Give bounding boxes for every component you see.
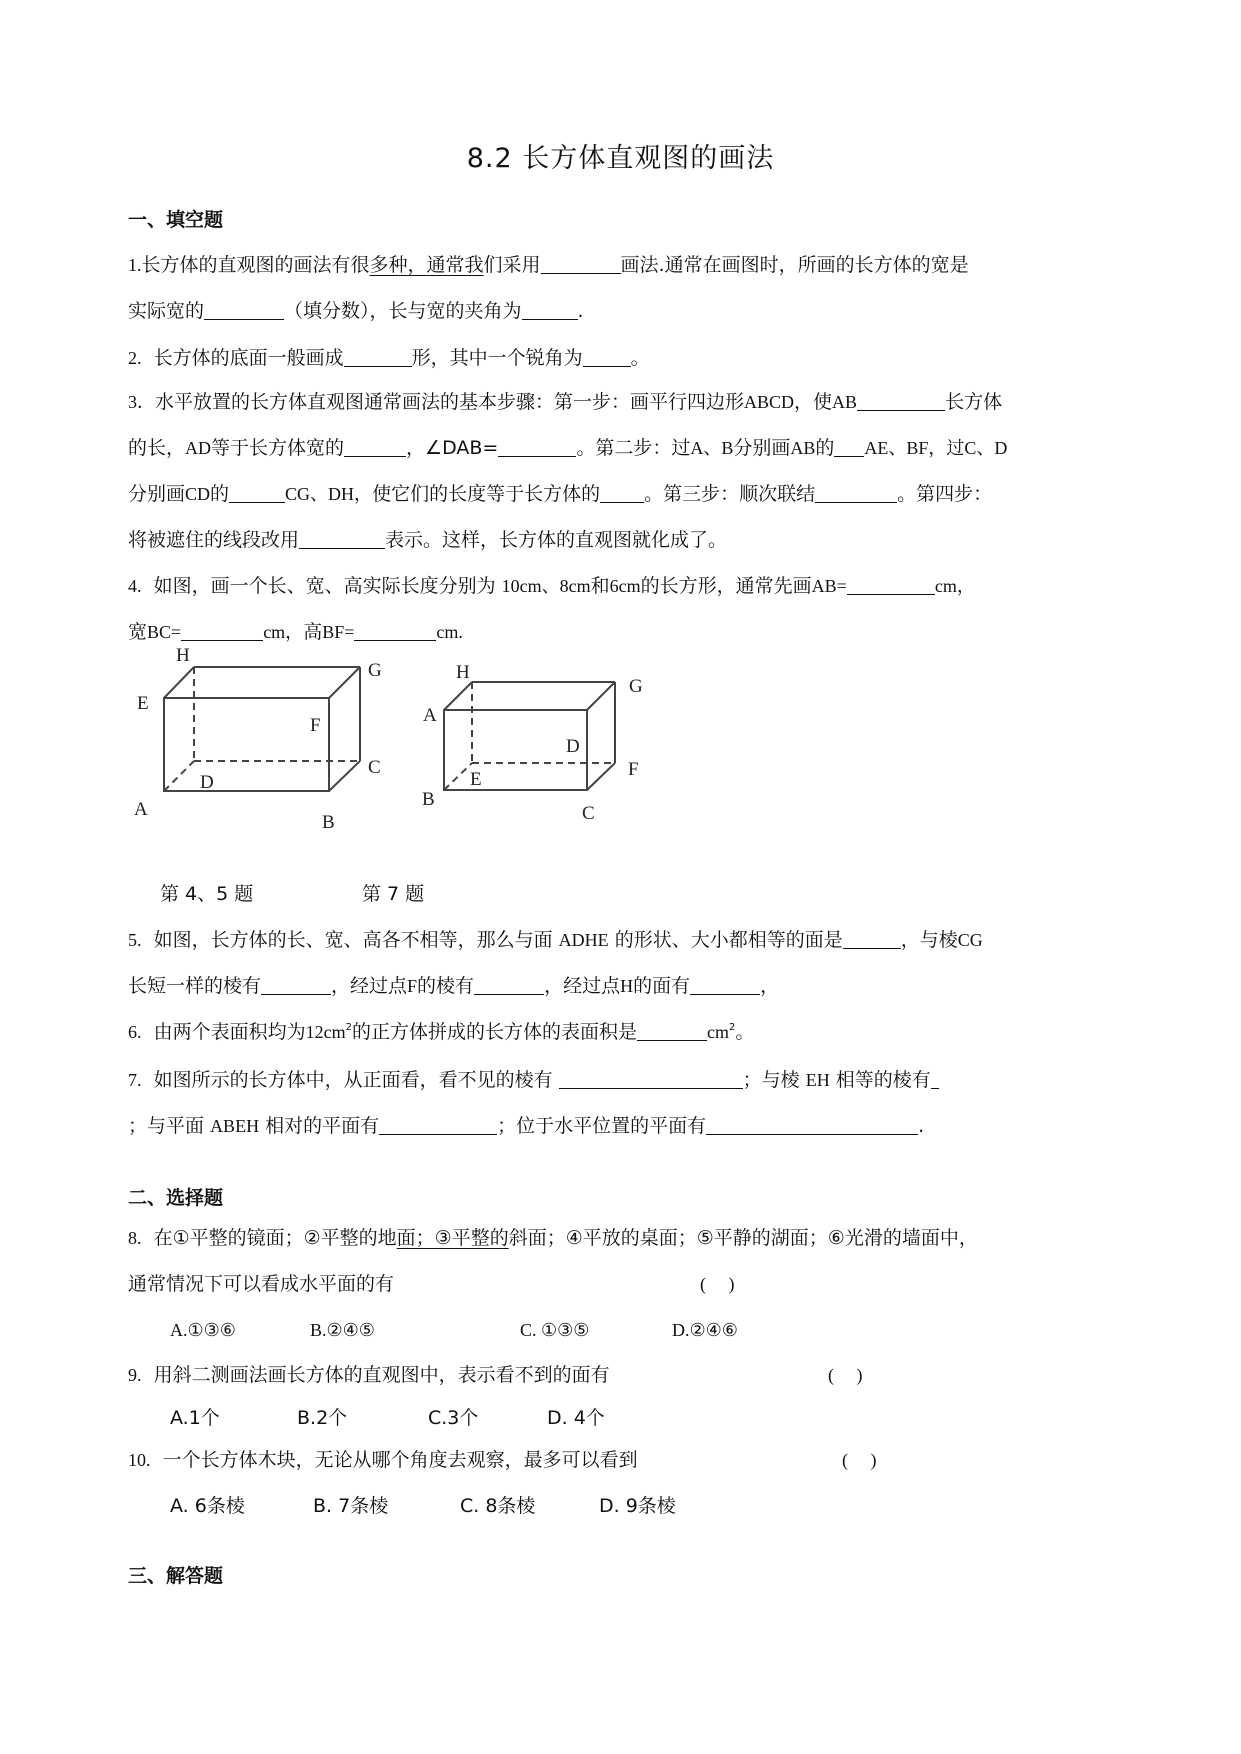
- question-2: [128, 344, 650, 372]
- q9-option-d[interactable]: D. 4个: [547, 1407, 605, 1429]
- q5-text: ，经过点: [331, 975, 408, 997]
- q3-text: 的: [815, 437, 835, 459]
- q8-text: 通常情况下可以看成水平面的有: [128, 1273, 395, 1295]
- q10-option-a[interactable]: A. 6条棱: [170, 1495, 245, 1517]
- q4-text: BC=: [147, 622, 182, 642]
- vertex-label-G: G: [368, 660, 382, 681]
- edge-AH: [444, 682, 472, 710]
- answer-blank[interactable]: [834, 436, 864, 457]
- superscript: 2: [729, 1022, 736, 1033]
- q6-text: 12cm: [305, 1022, 346, 1042]
- vertex-label-H: H: [176, 645, 190, 666]
- vertex-label-A: A: [423, 705, 437, 726]
- q10-option-d[interactable]: D. 9条棱: [599, 1495, 676, 1517]
- q9-option-b[interactable]: B.2个: [297, 1407, 348, 1429]
- vertex-label-D: D: [566, 736, 580, 757]
- q5-text: 如图，长方体的长、宽、高各不相等，那么与面: [153, 929, 553, 951]
- q5-text: CG: [957, 930, 983, 950]
- question-1-line-2: [128, 297, 584, 325]
- q8-option-a[interactable]: A.①③⑥: [170, 1320, 236, 1340]
- q10-text: 一个长方体木块，无论从哪个角度去观察，最多可以看到: [162, 1449, 638, 1471]
- answer-blank[interactable]: [522, 299, 578, 320]
- q3-text: C、D: [964, 438, 1008, 458]
- question-1-line-1: [128, 251, 969, 279]
- q6-text: 。: [735, 1021, 755, 1043]
- q3-number: 3．: [128, 392, 155, 412]
- vertex-label-F: F: [310, 715, 321, 736]
- answer-blank[interactable]: [857, 390, 945, 411]
- figure-caption-q4-5: 第 4、5 题: [160, 883, 254, 905]
- q1-text: 画法.通常在画图时，所画的长方体的宽是: [620, 254, 969, 276]
- q3-text: CG、DH，: [285, 484, 373, 504]
- question-5-line-1: [128, 926, 983, 954]
- edge-DG: [587, 682, 615, 710]
- q2-text: 。: [630, 347, 650, 369]
- q4-text: 如图，画一个长、宽、高实际长度分别为: [153, 575, 496, 597]
- edge-CF: [587, 763, 615, 790]
- q8-underlined-text: 面；③平整的: [396, 1227, 509, 1249]
- vertex-label-E: E: [470, 769, 482, 790]
- q3-text: ，使: [794, 391, 833, 413]
- q3-text: 长方体: [945, 391, 1003, 413]
- hidden-edge-BE: [444, 763, 472, 790]
- q9-option-a[interactable]: A.1个: [170, 1407, 220, 1429]
- q3-text: A、B: [690, 438, 734, 458]
- answer-blank[interactable]: [637, 1020, 707, 1041]
- q5-text: H: [620, 976, 634, 996]
- section-heading-multiple-choice: 二、选择题: [128, 1187, 224, 1209]
- q9-number: 9.: [128, 1365, 142, 1385]
- vertex-label-H: H: [456, 662, 470, 683]
- answer-blank[interactable]: [204, 299, 284, 320]
- question-4-line-1: [128, 572, 975, 600]
- q8-option-c[interactable]: C. ①③⑤: [520, 1320, 590, 1340]
- answer-blank[interactable]: [229, 482, 285, 503]
- q2-number: 2.: [128, 348, 142, 368]
- q10-options: [170, 1492, 676, 1520]
- q5-text: 长短一样的棱有: [128, 975, 262, 997]
- question-9: [128, 1361, 610, 1389]
- q7-text: 相对的平面有: [265, 1115, 380, 1137]
- q3-text: 。第二步：过: [576, 437, 691, 459]
- q3-text: AE、BF，过: [864, 438, 965, 458]
- q4-text: AB=: [811, 576, 847, 596]
- q4-text: cm，: [263, 622, 304, 642]
- question-5-line-2: [128, 972, 779, 1000]
- answer-blank[interactable]: [474, 974, 544, 995]
- q1-text: 长方体的直观图的画法有很: [141, 254, 370, 276]
- q8-options: [170, 1316, 738, 1344]
- edge-BC: [329, 761, 360, 791]
- q3-text: ，∠DAB=: [406, 437, 499, 459]
- q6-text: 由两个表面积均为: [153, 1021, 306, 1043]
- question-6: [128, 1018, 754, 1046]
- answer-blank[interactable]: [931, 1068, 939, 1089]
- q8-number: 8.: [128, 1228, 142, 1248]
- vertex-label-B: B: [322, 812, 335, 833]
- q3-text: AB: [832, 392, 858, 412]
- edge-FG: [329, 667, 360, 698]
- q5-text: 的面有: [633, 975, 691, 997]
- q3-text: 将被遮住的线段改用: [128, 529, 300, 551]
- q7-text: 相等的棱有: [835, 1069, 931, 1091]
- q7-text: EH: [805, 1070, 830, 1090]
- question-3-line-1: [128, 388, 1002, 416]
- q5-text: ，与棱: [900, 929, 958, 951]
- q1-underlined-text: 多种，通常我: [369, 254, 484, 276]
- q7-text: ；位于水平位置的平面有: [497, 1115, 707, 1137]
- q5-number: 5.: [128, 930, 142, 950]
- vertex-label-C: C: [368, 757, 381, 778]
- figure-caption-q7: 第 7 题: [362, 883, 425, 905]
- answer-blank[interactable]: [344, 346, 412, 367]
- q3-text: 的长，: [128, 437, 186, 459]
- q3-text: CD: [185, 484, 211, 504]
- q1-text: （填分数），长与宽的夹角为: [284, 300, 522, 322]
- vertex-label-G: G: [629, 676, 643, 697]
- q2-text: 长方体的底面一般画成: [153, 347, 344, 369]
- question-7-line-1: [128, 1066, 939, 1094]
- q8-option-b[interactable]: B.②④⑤: [310, 1320, 375, 1340]
- q4-text: cm，: [934, 576, 975, 596]
- q5-text: 的形状、大小都相等的面是: [614, 929, 843, 951]
- q9-options: [170, 1404, 605, 1432]
- answer-blank[interactable]: [379, 1114, 497, 1135]
- answer-blank[interactable]: [815, 482, 897, 503]
- q6-number: 6.: [128, 1022, 142, 1042]
- question-8-line-2: [128, 1270, 394, 1298]
- q3-text: 使它们的长度等于长方体的: [372, 483, 601, 505]
- vertex-label-F: F: [628, 759, 639, 780]
- question-4-line-2: [128, 618, 463, 646]
- q7-number: 7.: [128, 1070, 142, 1090]
- question-3-line-4: [128, 526, 727, 554]
- answer-blank[interactable]: [847, 574, 935, 595]
- vertex-label-E: E: [137, 693, 149, 714]
- question-3-line-3: [128, 480, 992, 508]
- q3-text: AB: [790, 438, 816, 458]
- question-3-line-2: [128, 434, 1007, 462]
- page-title: 8.2 长方体直观图的画法: [466, 143, 775, 174]
- q3-text: 分别画: [128, 483, 186, 505]
- q7-text: ；与平面: [128, 1115, 205, 1137]
- q7-text: ABEH: [210, 1116, 260, 1136]
- edge-EH: [164, 667, 194, 698]
- vertex-label-B: B: [422, 789, 435, 810]
- answer-blank[interactable]: [541, 253, 621, 274]
- q10-option-c[interactable]: C. 8条棱: [460, 1495, 536, 1517]
- q4-number: 4.: [128, 576, 142, 596]
- q4-text: BF=: [322, 622, 355, 642]
- q4-text: 10cm、8cm: [501, 576, 591, 596]
- q6-text: cm: [707, 1022, 729, 1042]
- q5-text: ，经过点: [544, 975, 621, 997]
- q4-text: 和: [590, 575, 610, 597]
- answer-blank[interactable]: [181, 620, 263, 641]
- q9-text: 用斜二测画法画长方体的直观图中，表示看不到的面有: [153, 1364, 610, 1386]
- q3-text: 水平放置的长方体直观图通常画法的基本步骤：第一步：画平行四边形: [155, 391, 745, 413]
- vertex-label-C: C: [582, 803, 595, 824]
- answer-blank[interactable]: [559, 1068, 743, 1089]
- vertex-label-A: A: [134, 799, 148, 820]
- q8-text: 斜面；④平放的桌面；⑤平静的湖面；⑥光滑的墙面中，: [508, 1227, 978, 1249]
- q7-text: 如图所示的长方体中，从正面看，看不见的棱有: [153, 1069, 553, 1091]
- answer-blank[interactable]: [498, 436, 576, 457]
- q3-text: 。第四步：: [897, 483, 993, 505]
- answer-blank[interactable]: [344, 436, 406, 457]
- q7-text: ；与棱: [742, 1069, 800, 1091]
- front-face: [164, 698, 329, 791]
- q10-answer-parentheses[interactable]: ( ): [842, 1450, 877, 1470]
- q7-text: .: [918, 1115, 925, 1137]
- q4-text: 高: [303, 621, 323, 643]
- q10-number: 10.: [128, 1450, 151, 1470]
- q1-number: 1.: [128, 255, 142, 275]
- answer-blank[interactable]: [261, 974, 331, 995]
- q8-option-d[interactable]: D.②④⑥: [672, 1320, 738, 1340]
- section-heading-fill-in: 一、填空题: [128, 209, 224, 231]
- answer-blank[interactable]: [843, 928, 901, 949]
- answer-blank[interactable]: [583, 346, 631, 367]
- figure-q4-5: [164, 667, 360, 791]
- answer-blank[interactable]: [706, 1114, 918, 1135]
- q1-text: 实际宽的: [128, 300, 205, 322]
- q1-text: 们采用: [483, 254, 541, 276]
- q3-text: 。第三步：顺次联结: [644, 483, 816, 505]
- q4-text: 宽: [128, 621, 148, 643]
- q4-text: cm.: [436, 622, 463, 642]
- q8-answer-parentheses[interactable]: ( ): [700, 1274, 735, 1294]
- question-7-line-2: [128, 1112, 924, 1140]
- q3-text: 表示。这样，长方体的直观图就化成了。: [385, 529, 728, 551]
- q5-text: ADHE: [558, 930, 609, 950]
- q1-text: .: [577, 300, 584, 322]
- question-8-line-1: [128, 1224, 978, 1252]
- q9-option-c[interactable]: C.3个: [428, 1407, 479, 1429]
- q4-text: 的长方形，通常先画: [640, 575, 812, 597]
- answer-blank[interactable]: [354, 620, 436, 641]
- q2-text: 形，其中一个锐角为: [411, 347, 583, 369]
- q5-text: F: [407, 976, 418, 996]
- answer-blank[interactable]: [299, 528, 385, 549]
- vertex-label-D: D: [200, 772, 214, 793]
- q3-text: 分别画: [733, 437, 791, 459]
- q3-text: ABCD: [744, 392, 795, 412]
- q6-text: 的正方体拼成的长方体的表面积是: [351, 1021, 637, 1043]
- question-10: [128, 1446, 638, 1474]
- answer-blank[interactable]: [690, 974, 760, 995]
- q8-text: 在①平整的镜面；②平整的地: [153, 1227, 397, 1249]
- q10-option-b[interactable]: B. 7条棱: [313, 1495, 389, 1517]
- answer-blank[interactable]: [600, 482, 644, 503]
- superscript: 2: [345, 1022, 352, 1033]
- section-heading-free-response: 三、解答题: [128, 1565, 224, 1587]
- q9-answer-parentheses[interactable]: ( ): [828, 1365, 863, 1385]
- cuboid-figures: [120, 645, 680, 870]
- q5-text: 的棱有: [417, 975, 475, 997]
- hidden-edge-AD: [164, 761, 194, 791]
- q4-text: 6cm: [609, 576, 641, 596]
- q3-text: 等于长方体宽的: [211, 437, 345, 459]
- q3-text: 的: [210, 483, 230, 505]
- q5-text: ，: [760, 975, 780, 997]
- q3-text: AD: [185, 438, 212, 458]
